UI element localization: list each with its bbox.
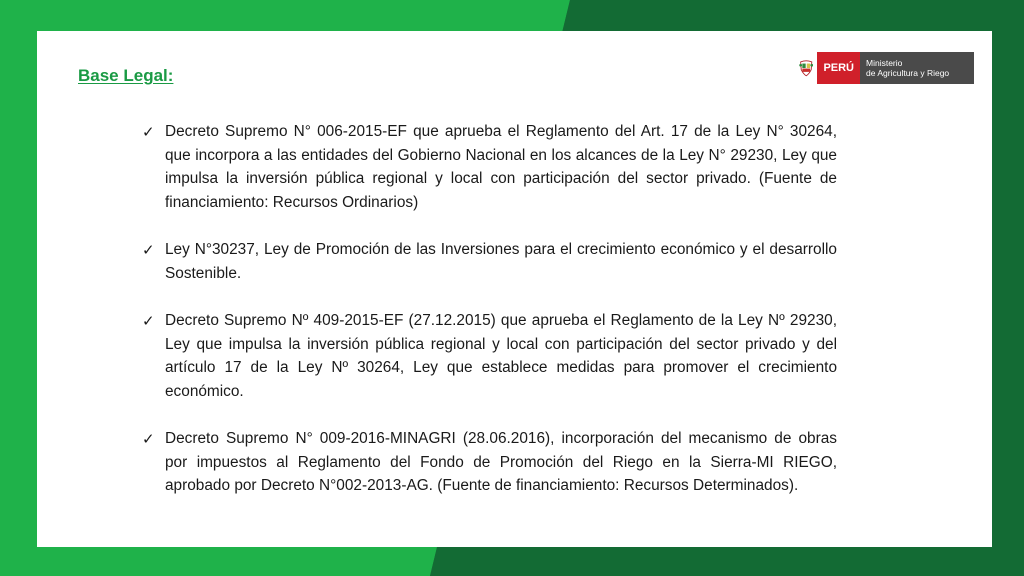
page-title: Base Legal:	[78, 66, 174, 85]
list-item-text: Decreto Supremo N° 006-2015-EF que aprueba el Reglamento del Art. 17 de la Ley N° 30264, que incorpora a las entidades del Gobierno Nacional en los alcances de la Ley N° 29230, Ley que impulsa la inversión pública regional y local con participación del sector privado. (Fuente de financiamiento: Recursos Ordinarios)	[165, 123, 837, 211]
logo-country: PERÚ	[817, 52, 860, 84]
checkmark-icon: ✓	[142, 241, 155, 259]
list-item	[142, 427, 837, 498]
checkmark-icon: ✓	[142, 312, 155, 330]
logo-ministry-line2: de Agricultura y Riego	[866, 68, 950, 78]
checkmark-icon: ✓	[142, 430, 155, 448]
list-item-text: Decreto Supremo Nº 409-2015-EF (27.12.2015) que aprueba el Reglamento de la Ley Nº 29230, Ley que impulsa la inversión pública regional y local con participación del sector privado y del artículo 17 de la Ley Nº 30264, Ley que establece medidas para promover el crecimiento económico.	[165, 312, 837, 400]
list-item	[142, 120, 837, 214]
list-item	[142, 309, 837, 403]
legal-basis-list	[142, 120, 837, 522]
logo-ministry	[860, 52, 974, 84]
coat-of-arms-icon	[799, 53, 813, 83]
checkmark-icon: ✓	[142, 123, 155, 141]
list-item	[142, 238, 837, 285]
logo-ministry-line1: Ministerio	[866, 58, 903, 68]
ministry-logo	[799, 51, 974, 85]
slide-panel	[37, 31, 992, 547]
list-item-text: Ley N°30237, Ley de Promoción de las Inversiones para el crecimiento económico y el desarrollo Sostenible.	[165, 241, 837, 282]
logo-box	[817, 52, 974, 84]
list-item-text: Decreto Supremo N° 009-2016-MINAGRI (28.06.2016), incorporación del mecanismo de obras por impuestos al Reglamento del Fondo de Promoción del Riego en la Sierra-MI RIEGO, aprobado por Decreto N°002-2013-AG. (Fuente de financiamiento: Recursos Determinados).	[165, 430, 837, 494]
